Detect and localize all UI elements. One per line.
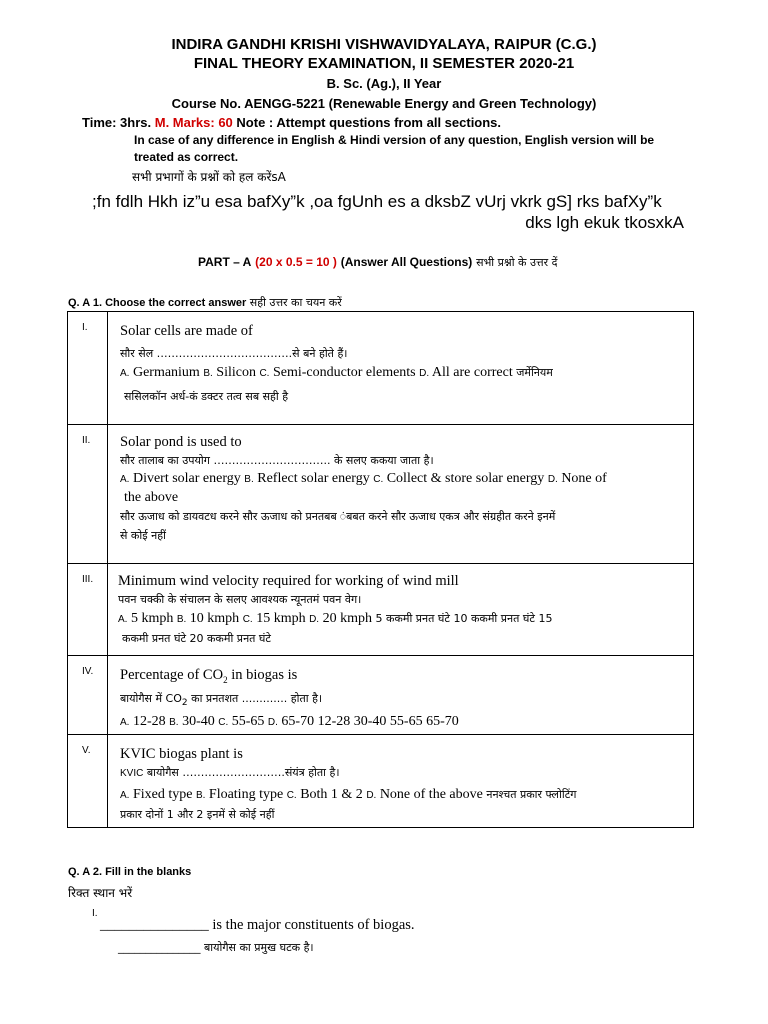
question-row [68, 564, 694, 656]
instruction-en-2: treated as correct. [134, 150, 239, 164]
option-b: 30-40 [182, 714, 215, 730]
options-line [120, 363, 693, 383]
option-c-key: C. [286, 790, 297, 801]
option-d-key: D. [419, 368, 430, 379]
question-text-en: KVIC biogas plant is [120, 746, 243, 762]
options-line [118, 609, 693, 629]
option-d: None of the above [379, 787, 483, 802]
option-a-key: A. [120, 368, 130, 379]
option-b: Silicon [216, 365, 256, 380]
options-hi: ननश्चत प्रकार फ्लोटिंग [486, 788, 577, 801]
question-text-hi: सौर तालाब का उपयोग ………………………….. के सलए ककया जाता है। [120, 454, 434, 467]
option-c-key: C. [259, 368, 270, 379]
part-a-heading [198, 255, 557, 270]
part-a-instruction: (Answer All Questions) [340, 255, 473, 269]
options-hi-cont: ककमी प्रनत घंटे 20 ककमी प्रनत घंटे [122, 632, 271, 645]
options-cont: the above [124, 490, 179, 505]
option-a: Germanium [132, 365, 200, 380]
question-number: III. [68, 564, 108, 656]
question-text-en: Solar pond is used to [120, 434, 242, 450]
option-d-key: D. [267, 717, 278, 729]
option-a-key: A. [120, 717, 130, 729]
option-b-key: B. [169, 717, 179, 729]
options-tail: 12-28 30-40 55-65 65-70 [317, 714, 459, 730]
option-a: 5 kmph [130, 611, 174, 626]
options-line [120, 470, 693, 489]
option-d-key: D. [547, 474, 558, 485]
question-body [108, 312, 694, 425]
instruction-en-1: In case of any difference in English & Hindi version of any question, English version will be [134, 133, 655, 147]
question-row [68, 425, 694, 564]
question-number: V. [68, 735, 108, 828]
qa1-heading-hi: सही उत्तर का चयन करें [249, 296, 342, 309]
garbled-line-2: dks lgh ekuk tkosxkA [525, 213, 684, 232]
option-a: 12-28 [132, 714, 166, 730]
option-d-key: D. [309, 614, 320, 625]
option-b-key: B. [203, 368, 213, 379]
option-b-key: B. [195, 790, 206, 801]
option-a: Divert solar energy [132, 471, 241, 486]
options-line [120, 713, 693, 732]
question-text-en: Percentage of $CO_2$ in biogas is [120, 667, 298, 685]
option-c-key: C. [218, 717, 229, 729]
part-a-label: PART – A [198, 255, 252, 269]
option-c: Semi-conductor elements [272, 365, 416, 380]
qa2-heading-hi: रिक्त स्थान भरें [68, 886, 133, 900]
course-title: Course No. AENGG-5221 (Renewable Energy and Green Technology) [171, 96, 597, 111]
option-b-key: B. [176, 614, 187, 625]
note-label: Note : Attempt questions from all sections. [236, 115, 502, 130]
time-label: Time: 3hrs. [82, 115, 152, 130]
options-hi-cont: से कोई नहीं [120, 529, 166, 542]
question-number: II. [68, 425, 108, 564]
option-d: None of [561, 471, 607, 486]
qa1-heading-en: Q. A 1. Choose the correct answer [68, 297, 247, 309]
options-hi: सौर ऊजाध को डायवटध करने सौर ऊजाध को प्रनतबब ंबबत करने सौर ऊजाध एकत्र और संग्रहीत करने इनमें [120, 510, 556, 523]
qa2-q1-number: I. [92, 908, 98, 919]
option-b: 10 kmph [189, 611, 240, 626]
options-hi-cont: ससिलकॉन अर्ध-कं डक्टर तत्व सब सही है [124, 390, 289, 403]
question-table [67, 311, 694, 828]
instruction-hi: सभी प्रभागों के प्रश्नों को हल करेंsA [132, 170, 286, 184]
time-marks-line [82, 115, 501, 130]
question-text-hi: सौर सेल ……………………………….से बने होते हैं। [120, 347, 348, 360]
qa2-q1-en: _______________ is the major constituents of biogas. [100, 917, 415, 933]
option-b: Reflect solar energy [257, 471, 370, 486]
part-a-marks: (20 x 0.5 = 10 ) [255, 255, 337, 269]
options-hi-cont: प्रकार दोनों 1 और 2 इनमें से कोई नहीं [120, 808, 275, 821]
option-d: 20 kmph [322, 611, 372, 626]
option-d: All are correct [431, 365, 513, 380]
question-text-hi: पवन चक्की के संचालन के सलए आवश्यक न्यूनतमं पवन वेग। [118, 593, 362, 606]
option-c: Collect & store solar energy [386, 471, 545, 486]
question-body [108, 656, 694, 735]
option-d: 65-70 [281, 714, 315, 730]
question-row [68, 312, 694, 425]
question-text-en: Minimum wind velocity required for working of wind mill [118, 573, 459, 589]
option-a: Fixed type [132, 787, 193, 802]
option-c-key: C. [242, 614, 253, 625]
options-hi: जर्मेनियम [516, 366, 553, 379]
program: B. Sc. (Ag.), II Year [326, 76, 442, 91]
part-a-instruction-hi: सभी प्रश्नो के उत्तर दें [476, 256, 558, 269]
option-c-key: C. [373, 474, 384, 485]
question-row [68, 656, 694, 735]
qa2-heading: Q. A 2. Fill in the blanks [68, 866, 192, 878]
options-line [120, 785, 693, 805]
option-a-key: A. [118, 614, 128, 625]
question-number: I. [68, 312, 108, 425]
option-b: Floating type [208, 787, 284, 802]
question-number: IV. [68, 656, 108, 735]
qa1-heading [68, 295, 342, 310]
qa2-q1-hi: _______________ बायोगैस का प्रमुख घटक है। [118, 941, 314, 954]
question-row [68, 735, 694, 828]
option-a-key: A. [120, 474, 130, 485]
question-body [108, 564, 694, 656]
option-a-key: A. [120, 790, 130, 801]
option-b-key: B. [244, 474, 254, 485]
question-text-hi: बायोगैस में $CO_2$ का प्रनतशत ............. होता है। [120, 691, 323, 709]
exam-title: FINAL THEORY EXAMINATION, II SEMESTER 2020-21 [193, 55, 575, 72]
garbled-line-1: ;fn fdlh Hkh iz”u esa bafXy”k ,oa fgUnh es a dksbZ vUrj vkrk gS] rks bafXy”k [92, 192, 662, 211]
question-text-hi: KVIC बायोगैस ……………………….संयंत्र होता है। [120, 766, 340, 779]
option-c: 15 kmph [256, 611, 306, 626]
marks-label: M. Marks: 60 [154, 115, 233, 130]
question-body [108, 735, 694, 828]
question-text-en: Solar cells are made of [120, 323, 253, 339]
option-d-key: D. [366, 790, 377, 801]
options-hi: 5 ककमी प्रनत घंटे 10 ककमी प्रनत घंटे 15 [375, 612, 553, 625]
question-body [108, 425, 694, 564]
option-c: Both 1 & 2 [300, 787, 363, 802]
university-name: INDIRA GANDHI KRISHI VISHWAVIDYALAYA, RAIPUR (C.G.) [171, 36, 597, 53]
option-c: 55-65 [231, 714, 265, 730]
